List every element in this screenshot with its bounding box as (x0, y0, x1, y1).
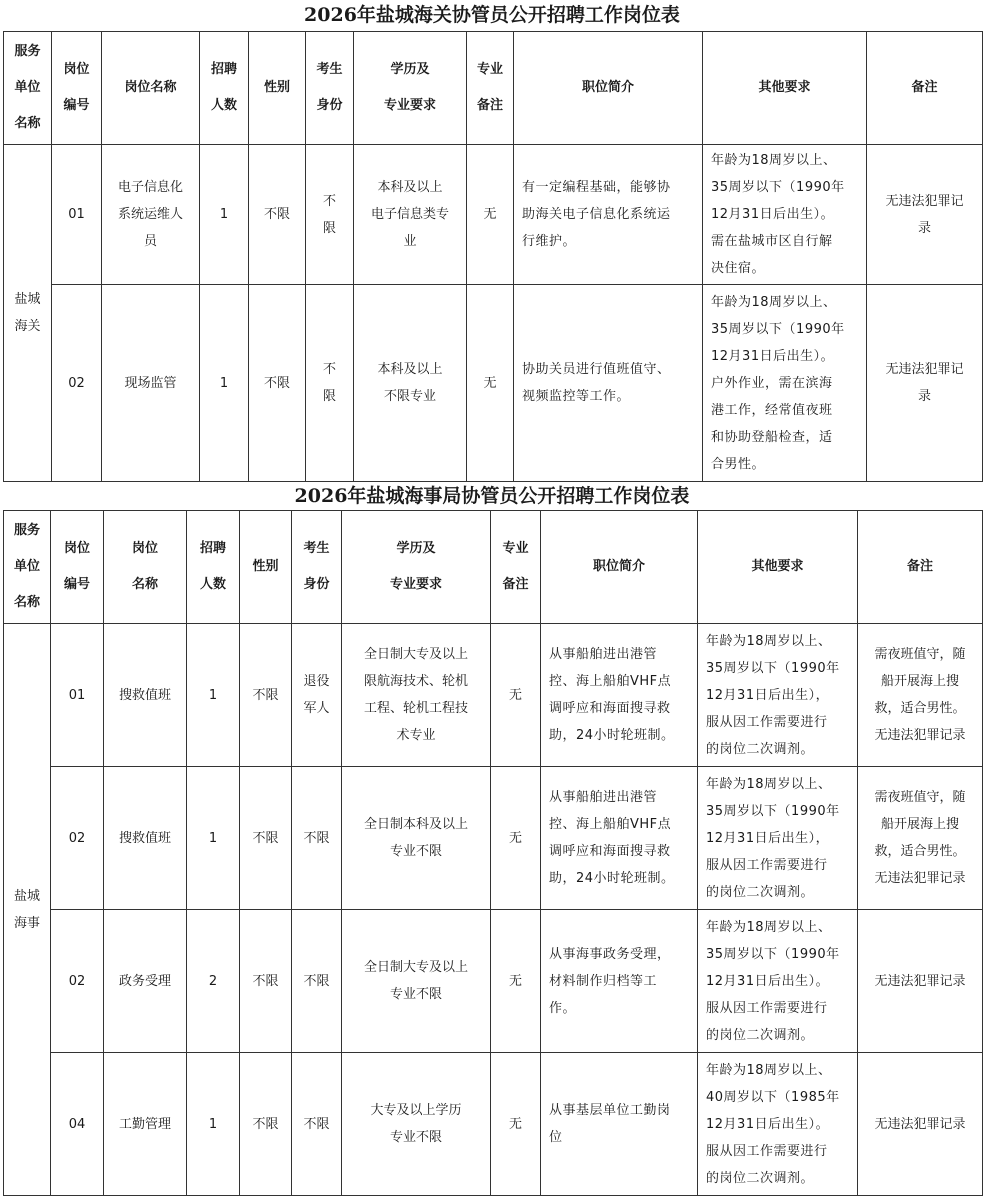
cell-line: 控、海上船舶VHF点 (549, 817, 672, 832)
cell-line: 户外作业，需在滨海 (711, 375, 833, 391)
cell-identity (306, 285, 354, 482)
cell-line: 从事船舶进出港管 (549, 790, 658, 805)
cell-gender: 不限 (240, 767, 292, 910)
cell-line: 12月31日后出生）。 (706, 1116, 830, 1132)
cell-name (102, 145, 200, 285)
cell-line: 本科及以上 (377, 362, 443, 377)
cell-line: 备注 (476, 98, 503, 113)
cell-line: 录 (917, 389, 931, 404)
cell-desc (541, 1053, 698, 1196)
cell-line: 服从因工作需要进行 (706, 1000, 828, 1016)
cell-line: 专业不限 (389, 1130, 442, 1145)
table-row (4, 624, 983, 767)
table1-title: 2026年盐城海关协管员公开招聘工作岗位表 (304, 4, 680, 26)
cell-line: 身份 (316, 98, 343, 113)
cell-other (698, 1053, 858, 1196)
cell-line: 单位 (14, 80, 41, 95)
cell-line: 助，24小时轮班制。 (549, 871, 675, 886)
cell-line: 需在盐城市区自行解 (711, 234, 833, 249)
cell-education (342, 910, 491, 1053)
header-education (342, 511, 491, 624)
cell-line: 岗位 (131, 541, 158, 556)
header-other (703, 32, 867, 145)
header-unit (4, 32, 52, 145)
header-code (51, 511, 104, 624)
cell-line: 搜救值班 (118, 687, 171, 703)
cell-remark (858, 767, 983, 910)
header-remark (858, 511, 983, 624)
cell-line: 的岗位二次调剂。 (706, 1170, 815, 1186)
cell-code: 01 (52, 145, 102, 285)
cell-name (104, 767, 187, 910)
cell-major-note: 无 (491, 910, 541, 1053)
cell-line: 的岗位二次调剂。 (706, 1027, 815, 1043)
cell-other (703, 145, 867, 285)
cell-major-note: 无 (491, 1053, 541, 1196)
cell-line: 备注 (906, 559, 933, 574)
cell-line: 年龄为18周岁以上、 (706, 919, 832, 935)
cell-education (342, 767, 491, 910)
cell-line: 名称 (14, 116, 41, 131)
cell-line: 全日制本科及以上 (363, 817, 468, 832)
header-desc (514, 32, 703, 145)
cell-line: 需夜班值守，随 (874, 647, 966, 662)
cell-remark (867, 145, 983, 285)
cell-identity (306, 145, 354, 285)
header-education (354, 32, 467, 145)
header-unit (4, 511, 51, 624)
cell-major-note: 无 (467, 285, 514, 482)
cell-code: 01 (51, 624, 104, 767)
cell-line: 专业 (502, 541, 529, 556)
cell-desc (541, 910, 698, 1053)
cell-line: 救，适合男性。 (874, 844, 966, 859)
cell-line: 考生 (303, 541, 330, 556)
cell-code: 02 (52, 285, 102, 482)
cell-gender: 不限 (249, 285, 306, 482)
header-desc (541, 511, 698, 624)
cell-line: 岗位名称 (124, 80, 177, 95)
cell-line: 有一定编程基础，能够协 (522, 180, 671, 195)
cell-remark (858, 910, 983, 1053)
cell-line: 不限专业 (383, 389, 436, 404)
cell-line: 工程、轮机工程技 (363, 701, 468, 716)
header-count (200, 32, 249, 145)
cell-line: 电子信息类专 (370, 207, 449, 222)
cell-other (703, 285, 867, 482)
cell-identity (292, 767, 342, 910)
cell-line: 性别 (252, 559, 279, 574)
cell-gender: 不限 (240, 1053, 292, 1196)
cell-line: 身份 (303, 577, 330, 592)
service-unit-cell (4, 624, 51, 1196)
table2-title: 2026年盐城海事局协管员公开招聘工作岗位表 (294, 485, 690, 507)
cell-line: 控、海上船舶VHF点 (549, 674, 672, 689)
cell-line: 限 (322, 389, 336, 404)
cell-line: 本科及以上 (377, 180, 443, 195)
cell-identity (292, 624, 342, 767)
cell-line: 盐城 (13, 888, 40, 904)
cell-line: 服务 (13, 523, 40, 538)
cell-line: 专业不限 (389, 844, 442, 859)
cell-line: 无违法犯罪记 (885, 362, 964, 377)
cell-line: 助，24小时轮班制。 (549, 728, 675, 743)
cell-line: 作。 (549, 1000, 577, 1016)
cell-line: 专业 (476, 62, 503, 77)
cell-line: 限航海技术、轮机 (363, 674, 468, 689)
cell-line: 服从因工作需要进行 (706, 1143, 828, 1159)
cell-line: 工勤管理 (118, 1116, 171, 1132)
table1 (3, 31, 983, 482)
cell-line: 12月31日后出生）。 (706, 973, 830, 989)
cell-line: 无违法犯罪记录 (874, 973, 966, 989)
cell-line: 服从因工作需要进行 (706, 857, 828, 873)
cell-other (698, 767, 858, 910)
cell-line: 不 (322, 193, 336, 209)
cell-line: 和协助登船检查，适 (711, 429, 833, 445)
cell-code: 02 (51, 910, 104, 1053)
cell-line: 12月31日后出生）。 (711, 207, 835, 222)
cell-line: 编号 (63, 577, 90, 592)
cell-line: 员 (143, 234, 157, 249)
cell-line: 盐城 (14, 292, 41, 307)
cell-line: 系统运维人 (117, 207, 183, 222)
cell-other (698, 910, 858, 1053)
cell-identity (292, 1053, 342, 1196)
header-identity (306, 32, 354, 145)
cell-line: 服务 (14, 44, 41, 59)
header-code (52, 32, 102, 145)
cell-line: 12月31日后出生）， (706, 830, 830, 846)
cell-line: 调呼应和海面搜寻救 (549, 701, 671, 716)
cell-line: 备注 (911, 80, 938, 95)
header-remark (867, 32, 983, 145)
cell-line: 其他要求 (758, 80, 811, 95)
cell-line: 需夜班值守，随 (874, 790, 966, 805)
cell-line: 学历及 (396, 541, 436, 556)
cell-line: 无违法犯罪记录 (874, 1116, 966, 1132)
cell-line: 招聘 (210, 62, 237, 77)
cell-line: 年龄为18周岁以上、 (706, 633, 832, 649)
cell-line: 人数 (210, 98, 237, 113)
cell-line: 12月31日后出生）。 (711, 348, 835, 364)
cell-desc (541, 624, 698, 767)
header-count (187, 511, 240, 624)
cell-gender: 不限 (249, 145, 306, 285)
cell-line: 岗位 (63, 541, 90, 556)
cell-line: 全日制大专及以上 (363, 960, 468, 975)
cell-line: 考生 (316, 62, 343, 77)
cell-line: 录 (917, 220, 931, 236)
cell-line: 服从因工作需要进行 (706, 714, 828, 730)
cell-line: 船开展海上搜 (880, 817, 959, 832)
cell-line: 35周岁以下（1990年 (706, 803, 840, 819)
cell-count: 1 (200, 145, 249, 285)
cell-remark (858, 624, 983, 767)
table-row (4, 910, 983, 1053)
cell-line: 35周岁以下（1990年 (711, 321, 845, 337)
cell-line: 年龄为18周岁以上、 (706, 776, 832, 792)
table1-header-row (4, 32, 983, 145)
header-other (698, 511, 858, 624)
cell-line: 位 (549, 1130, 563, 1145)
cell-line: 术专业 (396, 728, 436, 743)
cell-name (104, 910, 187, 1053)
cell-line: 35周岁以下（1990年 (706, 946, 840, 962)
cell-line: 12月31日后出生）， (706, 687, 830, 703)
cell-line: 无违法犯罪记 (885, 193, 964, 209)
header-gender (240, 511, 292, 624)
cell-line: 不限 (303, 830, 330, 846)
cell-line: 视频监控等工作。 (522, 389, 631, 404)
table2-header-row (4, 511, 983, 624)
cell-line: 海关 (14, 319, 41, 334)
cell-code: 04 (51, 1053, 104, 1196)
cell-line: 政务受理 (118, 973, 171, 989)
cell-line: 35周岁以下（1990年 (706, 660, 840, 676)
cell-line: 专业不限 (389, 987, 442, 1002)
cell-count: 1 (187, 767, 240, 910)
cell-line: 编号 (63, 98, 90, 113)
table-row (4, 145, 983, 285)
cell-count: 1 (187, 1053, 240, 1196)
cell-line: 不限 (303, 1116, 330, 1132)
header-major-note (491, 511, 541, 624)
cell-name (104, 624, 187, 767)
cell-identity (292, 910, 342, 1053)
header-name (104, 511, 187, 624)
cell-desc (514, 145, 703, 285)
cell-line: 的岗位二次调剂。 (706, 741, 815, 757)
cell-line: 名称 (13, 595, 40, 610)
cell-line: 学历及 (390, 62, 430, 77)
cell-line: 性别 (263, 80, 290, 95)
header-gender (249, 32, 306, 145)
cell-line: 从事船舶进出港管 (549, 647, 658, 662)
cell-gender: 不限 (240, 624, 292, 767)
cell-line: 40周岁以下（1985年 (706, 1089, 840, 1105)
cell-desc (541, 767, 698, 910)
cell-major-note: 无 (491, 624, 541, 767)
cell-line: 电子信息化 (117, 180, 183, 195)
cell-line: 搜救值班 (118, 830, 171, 846)
cell-line: 调呼应和海面搜寻救 (549, 844, 671, 859)
cell-line: 年龄为18周岁以上、 (711, 294, 837, 310)
cell-count: 2 (187, 910, 240, 1053)
cell-line: 军人 (303, 701, 330, 716)
cell-line: 职位简介 (581, 80, 634, 95)
cell-line: 年龄为18周岁以上、 (711, 153, 837, 168)
cell-line: 协助关员进行值班值守、 (522, 362, 671, 377)
cell-education (342, 624, 491, 767)
cell-education (354, 285, 467, 482)
cell-line: 船开展海上搜 (880, 674, 959, 689)
cell-line: 海事 (13, 915, 40, 931)
cell-other (698, 624, 858, 767)
cell-line: 无违法犯罪记录 (874, 871, 966, 886)
cell-count: 1 (187, 624, 240, 767)
header-major-note (467, 32, 514, 145)
cell-line: 的岗位二次调剂。 (706, 884, 815, 900)
header-name (102, 32, 200, 145)
cell-line: 无违法犯罪记录 (874, 728, 966, 743)
cell-line: 不 (322, 362, 336, 377)
cell-line: 材料制作归档等工 (549, 973, 658, 989)
service-unit-cell (4, 145, 52, 482)
cell-line: 名称 (131, 577, 158, 592)
cell-line: 专业要求 (383, 98, 436, 113)
cell-code: 02 (51, 767, 104, 910)
cell-line: 现场监管 (124, 375, 177, 391)
cell-remark (858, 1053, 983, 1196)
cell-line: 业 (403, 234, 417, 249)
cell-major-note: 无 (491, 767, 541, 910)
cell-line: 单位 (13, 559, 40, 574)
cell-education (342, 1053, 491, 1196)
cell-line: 岗位 (63, 62, 90, 77)
table-row (4, 1053, 983, 1196)
cell-line: 全日制大专及以上 (363, 647, 468, 662)
cell-line: 港工作，经常值夜班 (711, 402, 833, 418)
cell-line: 人数 (199, 577, 226, 592)
cell-line: 救，适合男性。 (874, 701, 966, 716)
cell-line: 退役 (303, 674, 330, 689)
cell-remark (867, 285, 983, 482)
cell-line: 35周岁以下（1990年 (711, 180, 845, 195)
cell-line: 从事基层单位工勤岗 (549, 1103, 671, 1118)
table-row (4, 285, 983, 482)
cell-line: 专业要求 (389, 577, 442, 592)
cell-name (104, 1053, 187, 1196)
cell-line: 年龄为18周岁以上、 (706, 1062, 832, 1078)
cell-line: 行维护。 (522, 234, 577, 249)
cell-line: 职位简介 (592, 559, 645, 574)
cell-line: 助海关电子信息化系统运 (522, 207, 671, 222)
cell-line: 决住宿。 (711, 261, 766, 276)
cell-education (354, 145, 467, 285)
cell-line: 限 (322, 220, 336, 236)
header-identity (292, 511, 342, 624)
table2 (3, 510, 983, 1196)
cell-name (102, 285, 200, 482)
cell-line: 其他要求 (751, 559, 804, 574)
table-row (4, 767, 983, 910)
cell-line: 招聘 (199, 541, 226, 556)
cell-gender: 不限 (240, 910, 292, 1053)
cell-line: 备注 (502, 577, 529, 592)
cell-count: 1 (200, 285, 249, 482)
cell-desc (514, 285, 703, 482)
cell-line: 大专及以上学历 (370, 1103, 462, 1118)
cell-line: 不限 (303, 973, 330, 989)
cell-line: 从事海事政务受理， (549, 946, 671, 962)
cell-major-note: 无 (467, 145, 514, 285)
cell-line: 合男性。 (711, 456, 766, 472)
